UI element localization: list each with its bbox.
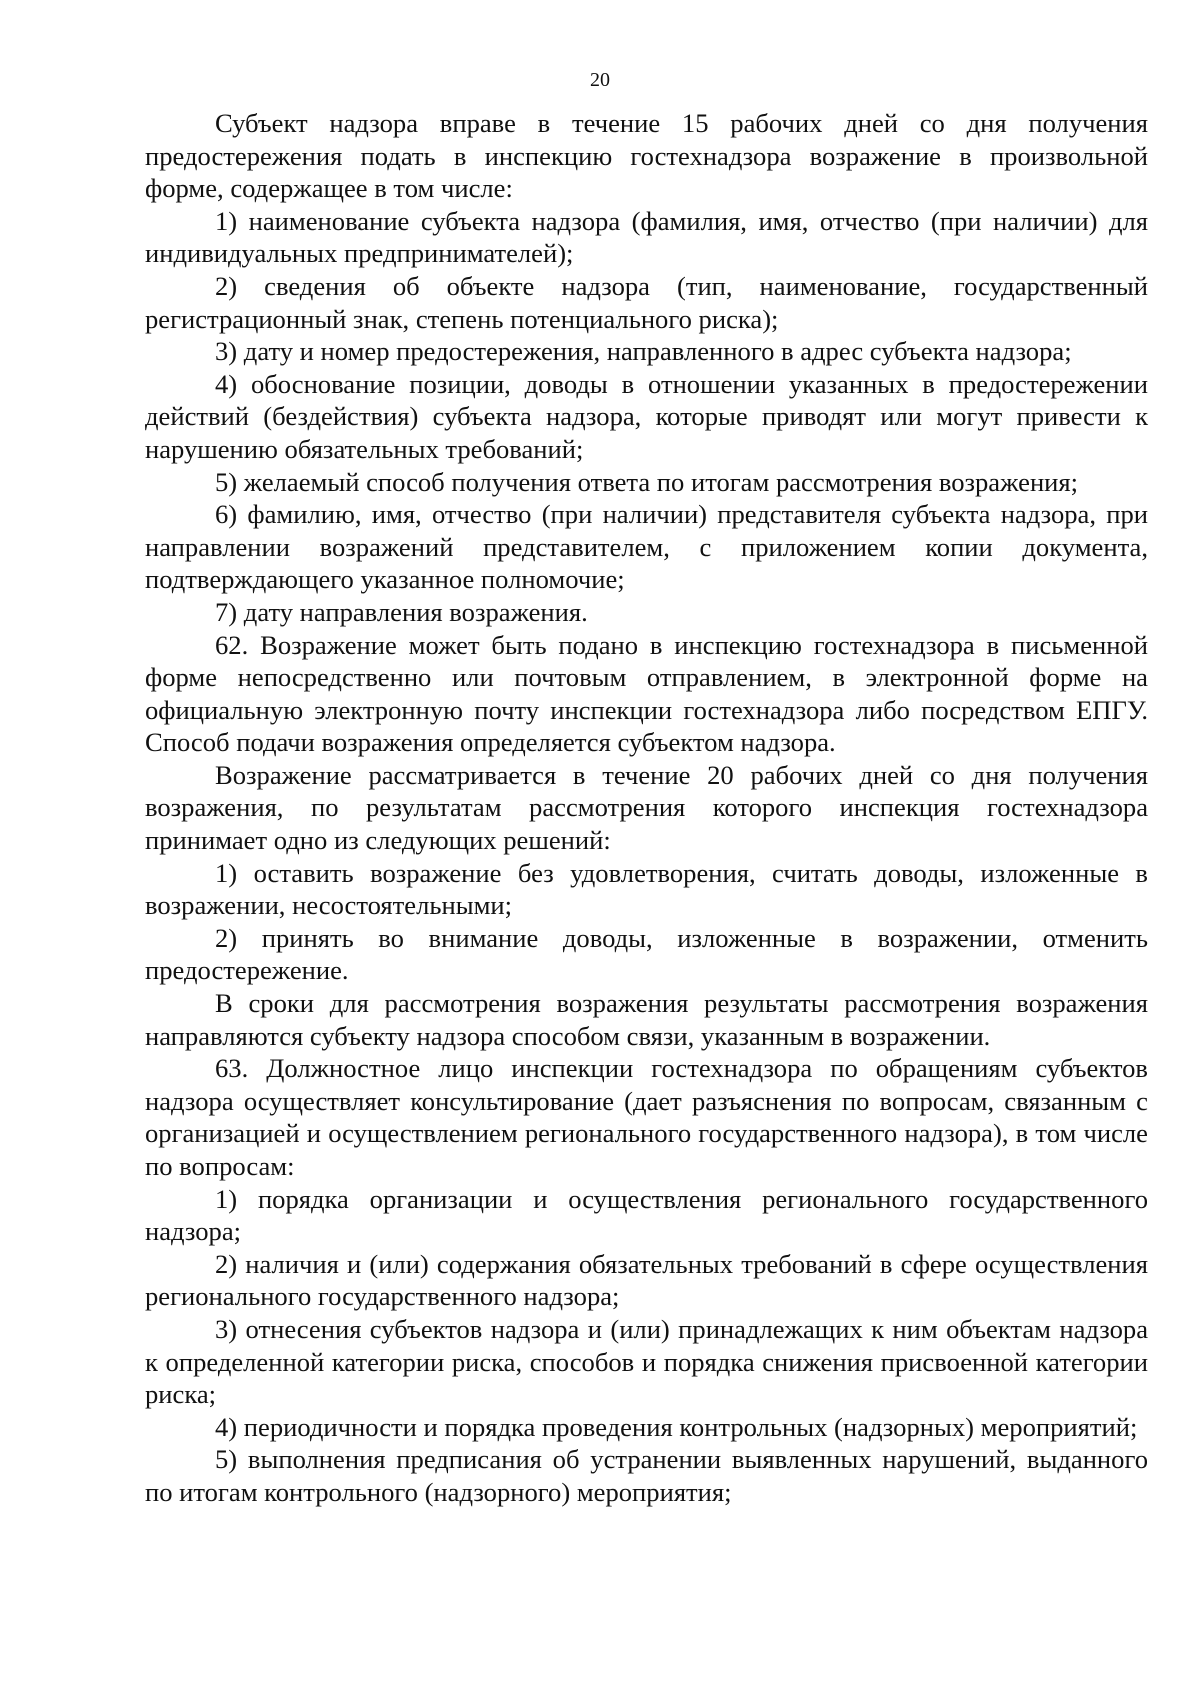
list-item: 2) принять во внимание доводы, изложенные в возражении, отменить предостережение. bbox=[145, 922, 1148, 986]
list-item: 1) порядка организации и осуществления регионального государственного надзора; bbox=[145, 1183, 1148, 1247]
list-item: 2) наличия и (или) содержания обязательных требований в сфере осуществления регионального государственного надзора; bbox=[145, 1248, 1148, 1312]
list-item: 1) наименование субъекта надзора (фамилия, имя, отчество (при наличии) для индивидуальных предпринимателей); bbox=[145, 205, 1148, 269]
paragraph: В сроки для рассмотрения возражения результаты рассмотрения возражения направляются субъекту надзора способом связи, указанным в возражении. bbox=[145, 988, 1148, 1051]
list-item: 6) фамилию, имя, отчество (при наличии) представителя субъекта надзора, при направлении возражений представителем, с приложением копии документа, подтверждающего указанное полномочие; bbox=[145, 499, 1148, 595]
document-body bbox=[145, 107, 1148, 1509]
list-item: 5) выполнения предписания об устранении выявленных нарушений, выданного по итогам контрольного (надзорного) мероприятия; bbox=[145, 1444, 1148, 1507]
paragraph: Субъект надзора вправе в течение 15 рабочих дней со дня получения предостережения подать в инспекцию гостехнадзора возражение в произвольной форме, содержащее в том числе: bbox=[145, 108, 1148, 204]
list-item: 4) обоснование позиции, доводы в отношении указанных в предостережении действий (бездействия) субъекта надзора, которые приводят или могут привести к нарушению обязательных требований; bbox=[145, 368, 1148, 464]
list-item: 3) дату и номер предостережения, направленного в адрес субъекта надзора; bbox=[215, 336, 1072, 367]
list-item: 1) оставить возражение без удовлетворения, считать доводы, изложенные в возражении, несостоятельными; bbox=[145, 857, 1148, 921]
section-63-paragraph: 63. Должностное лицо инспекции гостехнадзора по обращениям субъектов надзора осуществляет консультирование (дает разъяснения по вопросам, связанным с организацией и осуществлением регионального государственного надзора), в том числе по вопросам: bbox=[145, 1053, 1148, 1181]
list-item: 2) сведения об объекте надзора (тип, наименование, государственный регистрационный знак, степень потенциального риска); bbox=[145, 270, 1148, 334]
page-number: 20 bbox=[590, 69, 610, 91]
section-62-paragraph: 62. Возражение может быть подано в инспекцию гостехнадзора в письменной форме непосредственно или почтовым отправлением, в электронной форме на официальную электронную почту инспекции гостехнадзора либо посредством ЕПГУ. Способ подачи возражения определяется субъектом надзора. bbox=[145, 629, 1148, 758]
paragraph: Возражение рассматривается в течение 20 рабочих дней со дня получения возражения, по результатам рассмотрения которого инспекция гостехнадзора принимает одно из следующих решений: bbox=[145, 759, 1148, 856]
list-item: 5) желаемый способ получения ответа по итогам рассмотрения возражения; bbox=[215, 466, 1079, 497]
list-item: 4) периодичности и порядка проведения контрольных (надзорных) мероприятий; bbox=[215, 1411, 1138, 1442]
list-item: 7) дату направления возражения. bbox=[215, 596, 588, 627]
list-item: 3) отнесения субъектов надзора и (или) принадлежащих к ним объектам надзора к определенной категории риска, способов и порядка снижения присвоенной категории риска; bbox=[145, 1313, 1148, 1410]
